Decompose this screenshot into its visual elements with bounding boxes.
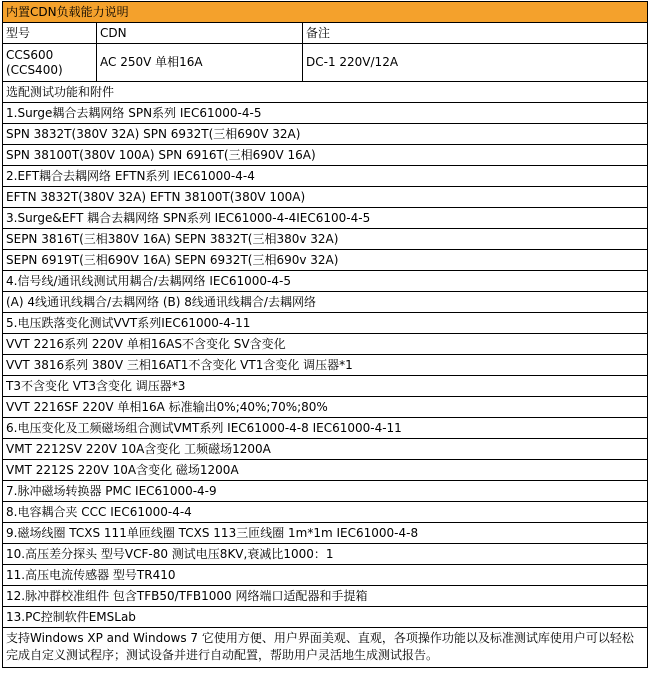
footer-text: 支持Windows XP and Windows 7 它使用方便、用户界面美观、直观，各项操作功能以及标准测试库使用户可以轻松完成自定义测试程序；测试设备并进行自动配置，帮助用户灵活地生成测试报告。 bbox=[3, 628, 648, 668]
column-header-cdn: CDN bbox=[97, 23, 303, 44]
spec-document bbox=[2, 1, 647, 668]
note-spec: DC-1 220V/12A bbox=[303, 44, 648, 82]
list-item bbox=[3, 418, 648, 439]
list-item-text: VVT 2216系列 220V 单相16AS不含变化 SV含变化 bbox=[3, 334, 648, 355]
list-item bbox=[3, 460, 648, 481]
model-cell bbox=[3, 44, 97, 82]
list-item bbox=[3, 250, 648, 271]
section-title: 选配测试功能和附件 bbox=[3, 82, 648, 103]
list-item bbox=[3, 565, 648, 586]
list-item-text: SPN 3832T(380V 32A) SPN 6932T(三相690V 32A) bbox=[3, 124, 648, 145]
column-header-note: 备注 bbox=[303, 23, 648, 44]
list-item-text: 5.电压跌落变化测试VVT系列IEC61000-4-11 bbox=[3, 313, 648, 334]
list-item bbox=[3, 334, 648, 355]
footer-row bbox=[3, 628, 648, 668]
list-item bbox=[3, 544, 648, 565]
list-item-text: 8.电容耦合夹 CCC IEC61000-4-4 bbox=[3, 502, 648, 523]
model-alt-name: (CCS400) bbox=[6, 62, 63, 77]
list-item-text: T3不含变化 VT3含变化 调压器*3 bbox=[3, 376, 648, 397]
list-item-text: 2.EFT耦合去耦网络 EFTN系列 IEC61000-4-4 bbox=[3, 166, 648, 187]
table-title: 内置CDN负载能力说明 bbox=[3, 2, 648, 23]
column-header-row bbox=[3, 23, 648, 44]
list-item bbox=[3, 229, 648, 250]
list-item-text: VVT 2216SF 220V 单相16A 标准输出0%;40%;70%;80% bbox=[3, 397, 648, 418]
list-item bbox=[3, 208, 648, 229]
list-item-text: SEPN 3816T(三相380V 16A) SEPN 3832T(三相380v 32A) bbox=[3, 229, 648, 250]
model-name: CCS600 bbox=[6, 47, 54, 62]
list-item-text: 7.脉冲磁场转换器 PMC IEC61000-4-9 bbox=[3, 481, 648, 502]
list-item-text: 6.电压变化及工频磁场组合测试VMT系列 IEC61000-4-8 IEC61000-4-11 bbox=[3, 418, 648, 439]
list-item bbox=[3, 523, 648, 544]
list-item-text: SEPN 6919T(三相690V 16A) SEPN 6932T(三相690v 32A) bbox=[3, 250, 648, 271]
spec-table bbox=[2, 1, 648, 668]
model-row bbox=[3, 44, 648, 82]
list-item bbox=[3, 376, 648, 397]
list-item bbox=[3, 502, 648, 523]
list-item-text: VMT 2212S 220V 10A含变化 磁场1200A bbox=[3, 460, 648, 481]
list-item bbox=[3, 607, 648, 628]
list-item-text: 10.高压差分探头 型号VCF-80 测试电压8KV,衰减比1000：1 bbox=[3, 544, 648, 565]
list-item-text: VVT 3816系列 380V 三相16AT1不含变化 VT1含变化 调压器*1 bbox=[3, 355, 648, 376]
list-item bbox=[3, 292, 648, 313]
list-item-text: 9.磁场线圈 TCXS 111单匝线圈 TCXS 113三匝线圈 1m*1m IEC61000-4-8 bbox=[3, 523, 648, 544]
list-item bbox=[3, 124, 648, 145]
list-item-text: SPN 38100T(380V 100A) SPN 6916T(三相690V 16A) bbox=[3, 145, 648, 166]
list-item-text: 3.Surge&EFT 耦合去耦网络 SPN系列 IEC61000-4-4IEC6100-4-5 bbox=[3, 208, 648, 229]
list-item-text: 13.PC控制软件EMSLab bbox=[3, 607, 648, 628]
list-item bbox=[3, 355, 648, 376]
section-title-row bbox=[3, 82, 648, 103]
list-item bbox=[3, 397, 648, 418]
list-item bbox=[3, 439, 648, 460]
column-header-model: 型号 bbox=[3, 23, 97, 44]
list-item bbox=[3, 271, 648, 292]
list-item-text: EFTN 3832T(380V 32A) EFTN 38100T(380V 100A) bbox=[3, 187, 648, 208]
list-item-text: 1.Surge耦合去耦网络 SPN系列 IEC61000-4-5 bbox=[3, 103, 648, 124]
list-item-text: 12.脉冲群校准组件 包含TFB50/TFB1000 网络端口适配器和手提箱 bbox=[3, 586, 648, 607]
list-item bbox=[3, 586, 648, 607]
list-item bbox=[3, 313, 648, 334]
list-item bbox=[3, 166, 648, 187]
list-item-text: VMT 2212SV 220V 10A含变化 工频磁场1200A bbox=[3, 439, 648, 460]
list-item-text: 11.高压电流传感器 型号TR410 bbox=[3, 565, 648, 586]
list-item bbox=[3, 103, 648, 124]
list-item bbox=[3, 187, 648, 208]
header-row bbox=[3, 2, 648, 23]
list-item bbox=[3, 481, 648, 502]
cdn-spec: AC 250V 单相16A bbox=[97, 44, 303, 82]
list-item bbox=[3, 145, 648, 166]
list-item-text: 4.信号线/通讯线测试用耦合/去耦网络 IEC61000-4-5 bbox=[3, 271, 648, 292]
list-item-text: (A) 4线通讯线耦合/去耦网络 (B) 8线通讯线耦合/去耦网络 bbox=[3, 292, 648, 313]
